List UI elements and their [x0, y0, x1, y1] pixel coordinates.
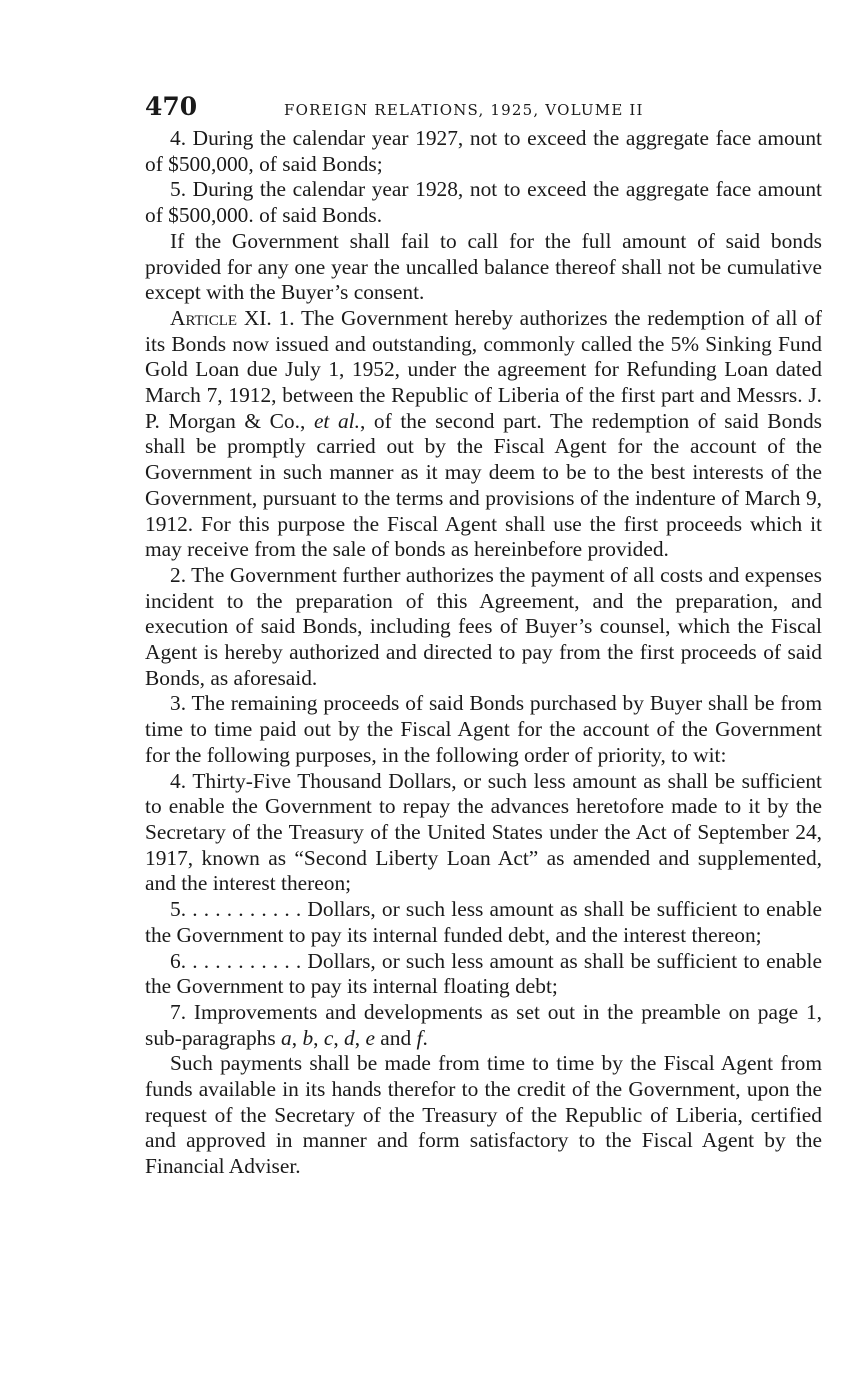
separator-2: , — [313, 1025, 324, 1050]
paragraph-6: 3. The remaining proceeds of said Bonds purchased by Buyer shall be from time to time paid out by the Fiscal Agent for the account of the Government for the following purposes, in the following order of priority, to wit: — [145, 691, 822, 767]
separator-3: , — [333, 1025, 345, 1050]
paragraph-5: 2. The Government further authorizes the payment of all costs and expenses incident to the preparation of this Agreement, and the preparation, and execution of said Bonds, including fees of Buyer’s counsel, which the Fiscal Agent is hereby authorized and directed to pay from the first proceeds of said Bonds, as aforesaid. — [145, 562, 822, 690]
subparagraph-a: a — [281, 1025, 292, 1050]
subparagraph-f: f — [416, 1025, 423, 1050]
paragraph-3: If the Government shall fail to call for the full amount of said bonds provided for any one year the uncalled balance thereof shall not be cumulative except with the Buyer’s consent. — [145, 228, 822, 305]
et-al-italic: et al. — [313, 408, 360, 433]
separator-1: , — [291, 1025, 303, 1050]
paragraph-4 — [145, 306, 822, 563]
paragraph-10-text: 7. Improvements and developments as set out in the preamble on page 1, sub-paragraphs — [145, 999, 822, 1050]
page-number: 470 — [145, 92, 198, 121]
separator-4: , — [354, 1025, 366, 1050]
paragraph-11: Such payments shall be made from time to time by the Fiscal Agent from funds available in its hands therefor to the credit of the Government, upon the request of the Secretary of the Treasury of the Republic of Liberia, certified and approved in manner and form satisfactory to the Fiscal Agent by the Financial Adviser. — [145, 1051, 822, 1179]
page-header — [145, 92, 822, 126]
paragraph-4-text-a: 1. The Government hereby authorizes the redemption of all of its Bonds now issued and outstanding, commonly called the 5% Sinking Fund Gold Loan due July 1, 1952, under the agreement for Refunding Loan dated March 7, 1912, between the Republic of Liberia of the first part and Messrs. J. P. Morgan & Co., — [145, 305, 822, 433]
paragraph-2: 5. During the calendar year 1928, not to exceed the aggregate face amount of $500,000. of said Bonds. — [145, 177, 822, 228]
subparagraph-b: b — [302, 1025, 314, 1050]
subparagraph-d: d — [344, 1025, 355, 1050]
paragraph-1: 4. During the calendar year 1927, not to exceed the aggregate face amount of $500,000, of said Bonds; — [145, 126, 822, 176]
paragraph-4-text-b: , of the second part. The redemption of said Bonds shall be promptly carried out by the Fiscal Agent for the account of the Government in such manner as it may deem to be to the best interests of the Government, pursuant to the terms and provisions of the indenture of March 9, 1912. For this purpose the Fiscal Agent shall use the first proceeds which it may receive from the sale of bonds as hereinbefore provided. — [145, 408, 822, 562]
document-page — [145, 92, 822, 1180]
body-text — [145, 126, 822, 1180]
paragraph-8: 5. . . . . . . . . . . Dollars, or such less amount as shall be sufficient to enable the Government to pay its internal funded debt, and the interest thereon; — [145, 897, 822, 947]
paragraph-10 — [145, 1000, 822, 1051]
paragraph-10-end: . — [422, 1025, 428, 1050]
paragraph-7: 4. Thirty-Five Thousand Dollars, or such less amount as shall be sufficient to enable the Government to repay the advances heretofore made to it by the Secretary of the Treasury of the United States under the Act of September 24, 1917, known as “Second Liberty Loan Act” as amended and supplemented, and the interest thereon; — [145, 768, 822, 896]
running-head: FOREIGN RELATIONS, 1925, VOLUME II — [284, 101, 644, 119]
subparagraph-c: c — [323, 1025, 334, 1050]
conjunction-and: and — [374, 1025, 417, 1050]
paragraph-9: 6. . . . . . . . . . . Dollars, or such less amount as shall be sufficient to enable the Government to pay its internal floating debt; — [145, 948, 822, 999]
subparagraph-e: e — [365, 1025, 375, 1050]
article-label: Article XI. — [170, 305, 272, 330]
